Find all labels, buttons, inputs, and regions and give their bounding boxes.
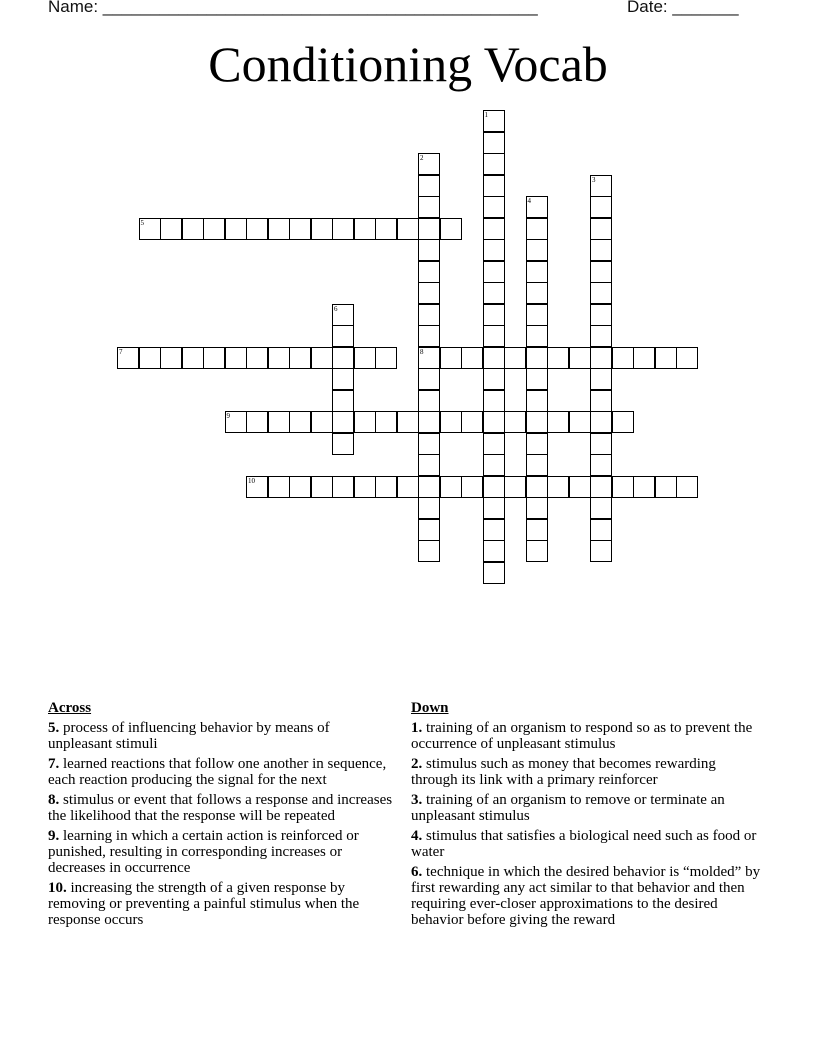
clue-text: training of an organism to remove or terminate an unpleasant stimulus xyxy=(411,792,725,824)
crossword-cell[interactable] xyxy=(633,347,655,369)
crossword-cell[interactable] xyxy=(483,132,505,154)
crossword-cell[interactable] xyxy=(590,390,612,412)
crossword-cell[interactable] xyxy=(483,110,505,132)
clue-number: 10. xyxy=(48,880,67,896)
crossword-cell[interactable] xyxy=(590,218,612,240)
crossword-cell[interactable] xyxy=(526,218,548,240)
crossword-cell[interactable] xyxy=(225,347,247,369)
crossword-cell[interactable] xyxy=(332,347,354,369)
crossword-cell[interactable] xyxy=(311,411,333,433)
crossword-cell[interactable] xyxy=(440,347,462,369)
crossword-cell[interactable] xyxy=(139,347,161,369)
clue-down-6 xyxy=(411,864,766,928)
crossword-cell[interactable] xyxy=(483,497,505,519)
crossword-cell[interactable] xyxy=(160,218,182,240)
clue-number: 7. xyxy=(48,756,60,772)
clue-across-5 xyxy=(48,720,393,752)
crossword-cell[interactable] xyxy=(483,282,505,304)
clue-text: technique in which the desired behavior is “molded” by first rewarding any act similar to that behavior and then requiring ever-closer approximations to the desired behavior before giving the reward xyxy=(411,864,761,928)
crossword-cell[interactable] xyxy=(139,218,161,240)
crossword-cell[interactable] xyxy=(418,390,440,412)
crossword-cell[interactable] xyxy=(526,540,548,562)
clue-down-4 xyxy=(411,828,766,860)
crossword-cell[interactable] xyxy=(483,433,505,455)
cell-number: 7 xyxy=(119,347,123,356)
crossword-cell[interactable] xyxy=(461,411,483,433)
crossword-cell[interactable] xyxy=(526,497,548,519)
crossword-cell[interactable] xyxy=(569,347,591,369)
crossword-cell[interactable] xyxy=(483,153,505,175)
crossword-cell[interactable] xyxy=(418,454,440,476)
clue-number: 1. xyxy=(411,720,423,736)
crossword-cell[interactable] xyxy=(504,411,526,433)
clue-number: 8. xyxy=(48,792,60,808)
crossword-cell[interactable] xyxy=(418,540,440,562)
crossword-cell[interactable] xyxy=(332,390,354,412)
crossword-cell[interactable] xyxy=(225,411,247,433)
crossword-cell[interactable] xyxy=(289,218,311,240)
crossword-cell[interactable] xyxy=(418,218,440,240)
crossword-cell[interactable] xyxy=(526,368,548,390)
clue-number: 6. xyxy=(411,864,423,880)
crossword-cell[interactable] xyxy=(547,476,569,498)
crossword-cell[interactable] xyxy=(590,454,612,476)
crossword-cell[interactable] xyxy=(504,476,526,498)
cell-number: 5 xyxy=(140,218,144,227)
crossword-cell[interactable] xyxy=(590,411,612,433)
across-heading: Across xyxy=(48,700,92,716)
crossword-cell[interactable] xyxy=(246,476,268,498)
crossword-cell[interactable] xyxy=(375,218,397,240)
crossword-cell[interactable] xyxy=(418,325,440,347)
date-field[interactable]: Date: _______ xyxy=(627,0,739,16)
crossword-cell[interactable] xyxy=(225,218,247,240)
crossword-cell[interactable] xyxy=(440,411,462,433)
clue-down-2 xyxy=(411,756,766,788)
down-heading: Down xyxy=(411,700,449,716)
crossword-cell[interactable] xyxy=(590,282,612,304)
crossword-cell[interactable] xyxy=(246,218,268,240)
crossword-cell[interactable] xyxy=(526,282,548,304)
crossword-cell[interactable] xyxy=(526,304,548,326)
crossword-cell[interactable] xyxy=(526,196,548,218)
crossword-cell[interactable] xyxy=(483,476,505,498)
crossword-cell[interactable] xyxy=(590,325,612,347)
crossword-cell[interactable] xyxy=(590,347,612,369)
crossword-cell[interactable] xyxy=(655,347,677,369)
crossword-cell[interactable] xyxy=(569,476,591,498)
page-title: Conditioning Vocab xyxy=(208,36,608,92)
crossword-cell[interactable] xyxy=(418,175,440,197)
crossword-cell[interactable] xyxy=(483,304,505,326)
crossword-cell[interactable] xyxy=(418,261,440,283)
crossword-cell[interactable] xyxy=(590,476,612,498)
crossword-cell[interactable] xyxy=(569,411,591,433)
crossword-cell[interactable] xyxy=(354,411,376,433)
crossword-cell[interactable] xyxy=(397,218,419,240)
cell-number: 10 xyxy=(248,476,255,485)
clue-number: 3. xyxy=(411,792,423,808)
crossword-cell[interactable] xyxy=(289,476,311,498)
cell-number: 3 xyxy=(592,175,596,184)
crossword-cell[interactable] xyxy=(526,411,548,433)
crossword-cell[interactable] xyxy=(332,218,354,240)
crossword-cell[interactable] xyxy=(332,411,354,433)
crossword-cell[interactable] xyxy=(483,239,505,261)
clue-across-9 xyxy=(48,828,393,876)
crossword-cell[interactable] xyxy=(590,239,612,261)
clue-text: increasing the strength of a given response by removing or preventing a painful stimulus when the response occurs xyxy=(48,880,360,928)
crossword-cell[interactable] xyxy=(590,433,612,455)
name-field[interactable]: Name: ______________________________________________ xyxy=(48,0,538,16)
crossword-cell[interactable] xyxy=(440,218,462,240)
crossword-cell[interactable] xyxy=(268,347,290,369)
crossword-cell[interactable] xyxy=(289,411,311,433)
crossword-cell[interactable] xyxy=(483,390,505,412)
crossword-cell[interactable] xyxy=(332,304,354,326)
crossword-cell[interactable] xyxy=(526,261,548,283)
clue-number: 9. xyxy=(48,828,60,844)
clue-down-1 xyxy=(411,720,766,752)
crossword-cell[interactable] xyxy=(418,476,440,498)
crossword-cell[interactable] xyxy=(375,476,397,498)
crossword-cell[interactable] xyxy=(483,562,505,584)
crossword-cell[interactable] xyxy=(246,411,268,433)
crossword-cell[interactable] xyxy=(590,175,612,197)
crossword-cell[interactable] xyxy=(483,261,505,283)
crossword-cell[interactable] xyxy=(526,347,548,369)
crossword-cell[interactable] xyxy=(311,476,333,498)
crossword-cell[interactable] xyxy=(526,519,548,541)
crossword-cell[interactable] xyxy=(483,519,505,541)
crossword-cell[interactable] xyxy=(418,282,440,304)
crossword-cell[interactable] xyxy=(246,347,268,369)
clue-text: learning in which a certain action is reinforced or punished, resulting in corresponding increases or decreases in occurrence xyxy=(48,828,359,876)
crossword-cell[interactable] xyxy=(182,347,204,369)
crossword-cell[interactable] xyxy=(590,196,612,218)
crossword-cell[interactable] xyxy=(117,347,139,369)
crossword-cell[interactable] xyxy=(461,347,483,369)
crossword-cell[interactable] xyxy=(590,261,612,283)
crossword-cell[interactable] xyxy=(676,476,698,498)
cell-number: 9 xyxy=(226,412,230,420)
across-clues xyxy=(48,700,393,932)
crossword-cell[interactable] xyxy=(418,347,440,369)
crossword-cell[interactable] xyxy=(354,347,376,369)
crossword-cell[interactable] xyxy=(418,239,440,261)
crossword-cell[interactable] xyxy=(418,433,440,455)
crossword-cell[interactable] xyxy=(418,368,440,390)
crossword-cell[interactable] xyxy=(311,218,333,240)
crossword-cell[interactable] xyxy=(676,347,698,369)
crossword-cell[interactable] xyxy=(397,476,419,498)
crossword-cell[interactable] xyxy=(504,347,526,369)
crossword-cell[interactable] xyxy=(418,519,440,541)
clue-text: training of an organism to respond so as to prevent the occurrence of unpleasant stimulus xyxy=(411,720,753,752)
crossword-cell[interactable] xyxy=(397,411,419,433)
cell-number: 8 xyxy=(420,347,424,356)
crossword-cell[interactable] xyxy=(483,368,505,390)
crossword-cell[interactable] xyxy=(526,476,548,498)
cell-number: 2 xyxy=(420,154,424,162)
crossword-cell[interactable] xyxy=(332,433,354,455)
crossword-cell[interactable] xyxy=(590,304,612,326)
crossword-cell[interactable] xyxy=(440,476,462,498)
crossword-cell[interactable] xyxy=(203,218,225,240)
crossword-cell[interactable] xyxy=(483,218,505,240)
crossword-cell[interactable] xyxy=(354,476,376,498)
crossword-cell[interactable] xyxy=(590,540,612,562)
clue-number: 5. xyxy=(48,720,60,736)
crossword-cell[interactable] xyxy=(612,476,634,498)
crossword-cell[interactable] xyxy=(483,540,505,562)
clue-across-10 xyxy=(48,880,393,928)
crossword-cell[interactable] xyxy=(526,239,548,261)
crossword-cell[interactable] xyxy=(590,368,612,390)
clue-across-8 xyxy=(48,792,393,824)
crossword-cell[interactable] xyxy=(461,476,483,498)
clue-number: 4. xyxy=(411,828,423,844)
cell-number: 1 xyxy=(484,111,488,119)
down-clues xyxy=(411,700,766,932)
crossword-cell[interactable] xyxy=(268,218,290,240)
clue-text: process of influencing behavior by means of unpleasant stimuli xyxy=(48,720,330,752)
clue-text: stimulus or event that follows a response and increases the likelihood that the response will be repeated xyxy=(48,792,393,824)
clue-across-7 xyxy=(48,756,393,788)
crossword-cell[interactable] xyxy=(332,368,354,390)
crossword-cell[interactable] xyxy=(590,519,612,541)
crossword-cell[interactable] xyxy=(268,476,290,498)
crossword-cell[interactable] xyxy=(160,347,182,369)
crossword-cell[interactable] xyxy=(633,476,655,498)
clue-text: stimulus such as money that becomes rewarding through its link with a primary reinforcer xyxy=(411,756,716,788)
clue-number: 2. xyxy=(411,756,423,772)
crossword-cell[interactable] xyxy=(418,411,440,433)
crossword-cell[interactable] xyxy=(182,218,204,240)
crossword-cell[interactable] xyxy=(483,411,505,433)
crossword-cell[interactable] xyxy=(483,454,505,476)
crossword-cell[interactable] xyxy=(311,347,333,369)
crossword-cell[interactable] xyxy=(547,347,569,369)
crossword-cell[interactable] xyxy=(418,304,440,326)
crossword-cell[interactable] xyxy=(483,325,505,347)
crossword-cell[interactable] xyxy=(289,347,311,369)
crossword-cell[interactable] xyxy=(203,347,225,369)
crossword-cell[interactable] xyxy=(612,411,634,433)
clue-text: learned reactions that follow one another in sequence, each reaction producing the signal for the next xyxy=(48,756,387,788)
crossword-cell[interactable] xyxy=(612,347,634,369)
crossword-cell[interactable] xyxy=(268,411,290,433)
crossword-cell[interactable] xyxy=(526,325,548,347)
crossword-cell[interactable] xyxy=(418,497,440,519)
clue-text: stimulus that satisfies a biological need such as food or water xyxy=(411,828,757,860)
crossword-cell[interactable] xyxy=(526,390,548,412)
crossword-cell[interactable] xyxy=(332,476,354,498)
crossword-cell[interactable] xyxy=(590,497,612,519)
crossword-cell[interactable] xyxy=(547,411,569,433)
crossword-cell[interactable] xyxy=(483,347,505,369)
crossword-cell[interactable] xyxy=(655,476,677,498)
cell-number: 6 xyxy=(334,304,338,313)
crossword-cell[interactable] xyxy=(375,347,397,369)
crossword-cell[interactable] xyxy=(332,325,354,347)
crossword-cell[interactable] xyxy=(418,196,440,218)
crossword-cell[interactable] xyxy=(418,153,440,175)
crossword-cell[interactable] xyxy=(483,196,505,218)
crossword-cell[interactable] xyxy=(526,454,548,476)
crossword-cell[interactable] xyxy=(526,433,548,455)
clue-down-3 xyxy=(411,792,766,824)
crossword-cell[interactable] xyxy=(483,175,505,197)
cell-number: 4 xyxy=(527,197,531,205)
crossword-cell[interactable] xyxy=(375,411,397,433)
crossword-cell[interactable] xyxy=(354,218,376,240)
